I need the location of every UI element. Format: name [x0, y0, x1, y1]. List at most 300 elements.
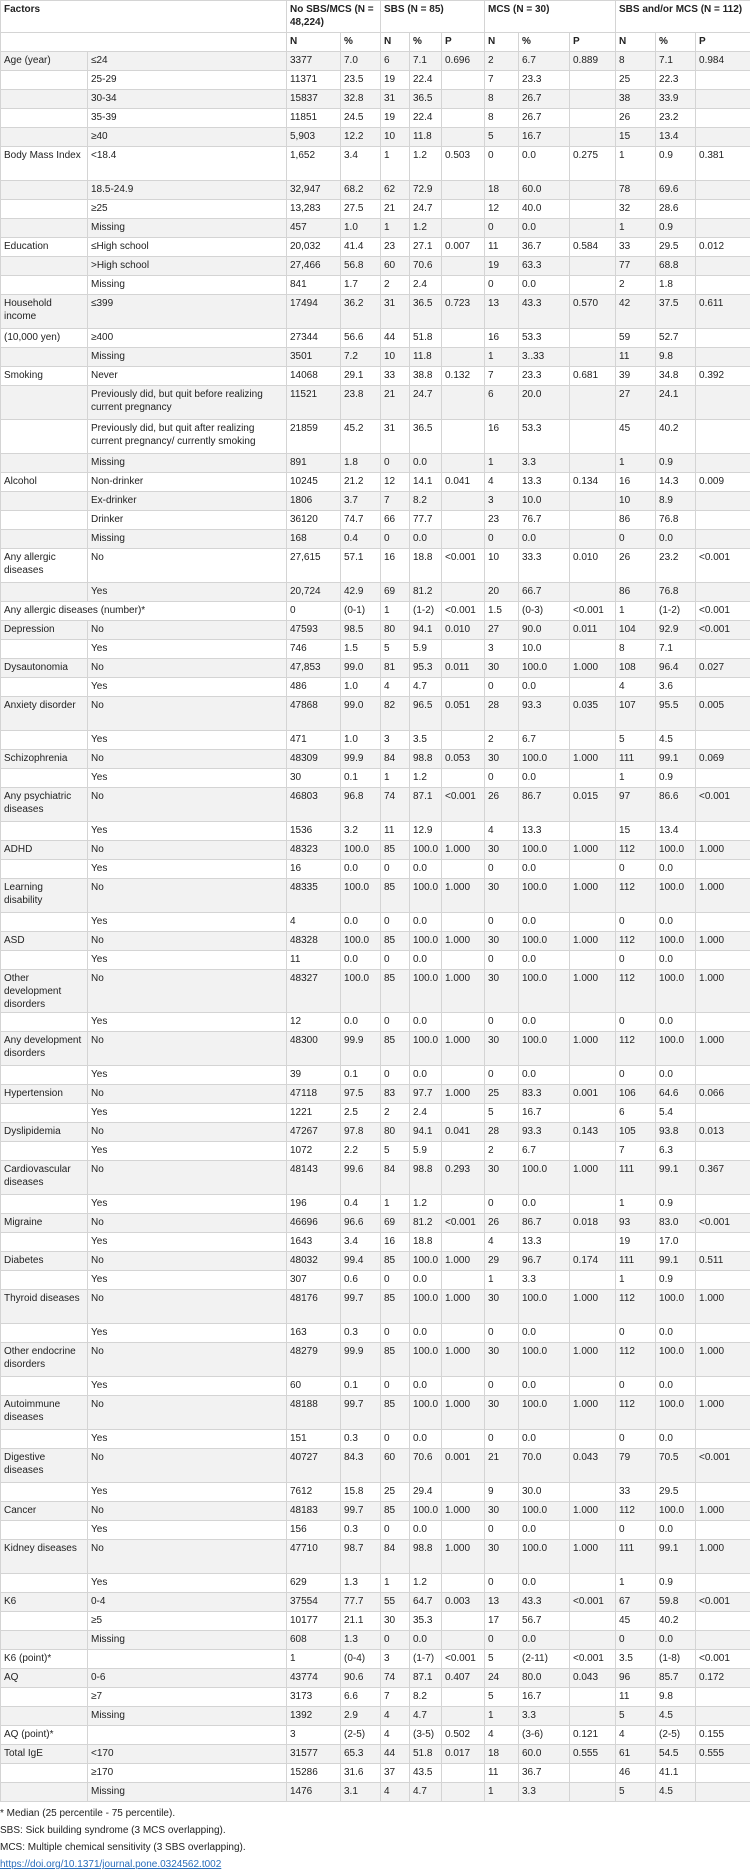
value-cell: 100.0 [519, 750, 570, 769]
value-cell: 1.000 [570, 1540, 616, 1574]
value-cell: 5,903 [287, 128, 341, 147]
value-cell: 72.9 [410, 181, 442, 200]
value-cell: 30 [485, 659, 519, 678]
value-cell [570, 1688, 616, 1707]
value-cell: 64.7 [410, 1593, 442, 1612]
value-cell: <0.001 [696, 1650, 750, 1669]
category-cell: Missing [88, 1707, 287, 1726]
value-cell: (0-1) [341, 602, 381, 621]
value-cell: 0.0 [656, 1324, 696, 1343]
value-cell: 0 [616, 1066, 656, 1085]
factor-cell: ASD [1, 932, 88, 951]
value-cell: 0.0 [656, 913, 696, 932]
value-cell: 112 [616, 932, 656, 951]
value-cell [442, 257, 485, 276]
value-cell [696, 678, 750, 697]
value-cell: 15 [616, 822, 656, 841]
value-cell: 31 [381, 420, 410, 454]
value-cell: 48335 [287, 879, 341, 913]
value-cell: 94.1 [410, 1123, 442, 1142]
value-cell: 8 [616, 640, 656, 659]
value-cell: 0.0 [410, 913, 442, 932]
category-cell: No [88, 697, 287, 731]
value-cell: 0.0 [519, 276, 570, 295]
value-cell: 3.3 [519, 1707, 570, 1726]
value-cell: 0 [381, 1013, 410, 1032]
value-cell: 5 [485, 128, 519, 147]
value-cell: 3377 [287, 52, 341, 71]
value-cell: 13 [485, 295, 519, 329]
table-row [1, 276, 750, 295]
value-cell [570, 1271, 616, 1290]
value-cell: 1.000 [570, 841, 616, 860]
subheader-cell: P [696, 33, 750, 52]
value-cell: 0.0 [519, 1013, 570, 1032]
value-cell: 0.0 [410, 1377, 442, 1396]
value-cell: 30 [485, 879, 519, 913]
value-cell: 18 [485, 1745, 519, 1764]
value-cell [696, 1195, 750, 1214]
value-cell [696, 1066, 750, 1085]
table-row [1, 1707, 750, 1726]
subheader-cell: P [442, 33, 485, 52]
footnote-sbs: SBS: Sick building syndrome (3 MCS overlapping). [0, 1822, 750, 1839]
value-cell: 0.696 [442, 52, 485, 71]
category-cell: Yes [88, 1377, 287, 1396]
value-cell: 0 [381, 1066, 410, 1085]
value-cell: 90.0 [519, 621, 570, 640]
value-cell [696, 492, 750, 511]
factor-cell [1, 1612, 88, 1631]
factor-cell [1, 181, 88, 200]
value-cell: 98.5 [341, 621, 381, 640]
category-cell: >High school [88, 257, 287, 276]
value-cell: 97.8 [341, 1123, 381, 1142]
factor-cell: Migraine [1, 1214, 88, 1233]
value-cell: 99.0 [341, 697, 381, 731]
value-cell: 0.007 [442, 238, 485, 257]
value-cell [696, 329, 750, 348]
value-cell: 79 [616, 1449, 656, 1483]
value-cell: 0.4 [341, 1195, 381, 1214]
value-cell: 112 [616, 1032, 656, 1066]
factor-cell [1, 1195, 88, 1214]
value-cell: (1-7) [410, 1650, 442, 1669]
value-cell [442, 1707, 485, 1726]
value-cell [442, 386, 485, 420]
value-cell: 7 [381, 1688, 410, 1707]
value-cell: 11.8 [410, 348, 442, 367]
value-cell [696, 511, 750, 530]
table-row [1, 731, 750, 750]
factor-cell: Other endocrine disorders [1, 1343, 88, 1377]
value-cell [442, 1377, 485, 1396]
value-cell: 76.8 [656, 511, 696, 530]
value-cell: 98.7 [341, 1540, 381, 1574]
value-cell: 1 [616, 602, 656, 621]
value-cell [570, 1707, 616, 1726]
value-cell [570, 386, 616, 420]
factor-cell: Smoking [1, 367, 88, 386]
table-row [1, 200, 750, 219]
value-cell [570, 420, 616, 454]
value-cell: 69.6 [656, 181, 696, 200]
factor-cell [1, 492, 88, 511]
value-cell: 24.5 [341, 109, 381, 128]
factor-cell [1, 71, 88, 90]
category-cell: Missing [88, 1631, 287, 1650]
category-cell: No [88, 1396, 287, 1430]
value-cell: 27.1 [410, 238, 442, 257]
value-cell: 96 [616, 1669, 656, 1688]
value-cell: 55 [381, 1593, 410, 1612]
value-cell: 2 [616, 276, 656, 295]
value-cell [696, 109, 750, 128]
table-row [1, 841, 750, 860]
value-cell: 1 [485, 1271, 519, 1290]
factor-cell [1, 1764, 88, 1783]
value-cell [570, 678, 616, 697]
table-row [1, 109, 750, 128]
factor-cell [1, 1521, 88, 1540]
value-cell: 0.134 [570, 473, 616, 492]
value-cell: 1 [616, 219, 656, 238]
table-row [1, 1324, 750, 1343]
table-row [1, 1396, 750, 1430]
value-cell [570, 109, 616, 128]
value-cell: 67 [616, 1593, 656, 1612]
table-row [1, 913, 750, 932]
value-cell: 1.000 [442, 879, 485, 913]
value-cell: 6 [616, 1104, 656, 1123]
value-cell: 84.3 [341, 1449, 381, 1483]
value-cell: 11521 [287, 386, 341, 420]
value-cell: 3 [485, 492, 519, 511]
value-cell: 27,615 [287, 549, 341, 583]
value-cell: 0.0 [519, 678, 570, 697]
value-cell: 27 [616, 386, 656, 420]
value-cell: 99.9 [341, 1343, 381, 1377]
value-cell: 29.5 [656, 238, 696, 257]
value-cell: 2.5 [341, 1104, 381, 1123]
value-cell: 4.7 [410, 1783, 442, 1802]
category-cell: Yes [88, 913, 287, 932]
value-cell: 1.000 [570, 1032, 616, 1066]
category-cell: Yes [88, 583, 287, 602]
value-cell: 5 [616, 1707, 656, 1726]
factor-cell: Kidney diseases [1, 1540, 88, 1574]
table-row [1, 1726, 750, 1745]
value-cell [570, 769, 616, 788]
value-cell: 7612 [287, 1483, 341, 1502]
value-cell: 70.5 [656, 1449, 696, 1483]
value-cell: 66.7 [519, 583, 570, 602]
category-cell: <170 [88, 1745, 287, 1764]
category-cell: Previously did, but quit after realizing current pregnancy/ currently smoking [88, 420, 287, 454]
value-cell: 47593 [287, 621, 341, 640]
value-cell: 60 [287, 1377, 341, 1396]
value-cell: 0.015 [570, 788, 616, 822]
value-cell: 0.0 [519, 1430, 570, 1449]
category-cell: No [88, 1290, 287, 1324]
value-cell: 96.4 [656, 659, 696, 678]
value-cell: 0.511 [696, 1252, 750, 1271]
value-cell: 82 [381, 697, 410, 731]
value-cell [442, 1271, 485, 1290]
value-cell [570, 1377, 616, 1396]
category-cell: No [88, 1085, 287, 1104]
value-cell: 85 [381, 879, 410, 913]
category-cell: No [88, 788, 287, 822]
value-cell: 51.8 [410, 1745, 442, 1764]
value-cell [442, 348, 485, 367]
value-cell: 0.0 [519, 1195, 570, 1214]
factor-cell: Total IgE [1, 1745, 88, 1764]
value-cell [570, 1521, 616, 1540]
value-cell: 0.502 [442, 1726, 485, 1745]
value-cell: 41.1 [656, 1764, 696, 1783]
category-cell: No [88, 1502, 287, 1521]
value-cell: 18.8 [410, 549, 442, 583]
value-cell: 3.4 [341, 1233, 381, 1252]
factor-cell [1, 678, 88, 697]
value-cell: 8.9 [656, 492, 696, 511]
value-cell: 0.035 [570, 697, 616, 731]
value-cell: 0 [485, 769, 519, 788]
value-cell: 0 [616, 860, 656, 879]
value-cell: 0.0 [656, 1521, 696, 1540]
value-cell: 59 [616, 329, 656, 348]
value-cell: 100.0 [656, 970, 696, 1013]
value-cell: 100.0 [410, 1396, 442, 1430]
value-cell: 0 [287, 602, 341, 621]
value-cell: 43.5 [410, 1764, 442, 1783]
doi-link[interactable]: https://doi.org/10.1371/journal.pone.0324562.t002 [0, 1859, 221, 1870]
value-cell: 10177 [287, 1612, 341, 1631]
value-cell: 30 [485, 1343, 519, 1377]
header-group-no-sbs-mcs: No SBS/MCS (N = 48,224) [287, 1, 381, 33]
value-cell: 1536 [287, 822, 341, 841]
value-cell: 85 [381, 970, 410, 1013]
value-cell: 1.0 [341, 731, 381, 750]
value-cell: 3173 [287, 1688, 341, 1707]
value-cell: 16 [381, 1233, 410, 1252]
footnote-mcs: MCS: Multiple chemical sensitivity (3 SBS overlapping). [0, 1839, 750, 1856]
value-cell: 0.0 [656, 1377, 696, 1396]
value-cell: 5 [485, 1688, 519, 1707]
value-cell: 0.053 [442, 750, 485, 769]
value-cell: 112 [616, 1343, 656, 1377]
value-cell: <0.001 [696, 788, 750, 822]
value-cell: 87.1 [410, 1669, 442, 1688]
value-cell: 0.0 [656, 860, 696, 879]
table-row [1, 473, 750, 492]
value-cell: 40.2 [656, 1612, 696, 1631]
value-cell: 99.9 [341, 1032, 381, 1066]
value-cell: 0 [381, 951, 410, 970]
value-cell [696, 951, 750, 970]
value-cell: 78 [616, 181, 656, 200]
value-cell [442, 1612, 485, 1631]
value-cell [442, 219, 485, 238]
value-cell: 8.2 [410, 1688, 442, 1707]
value-cell: 4 [381, 678, 410, 697]
value-cell: 47710 [287, 1540, 341, 1574]
value-cell: 0.984 [696, 52, 750, 71]
value-cell: 0.009 [696, 473, 750, 492]
value-cell: 84 [381, 1161, 410, 1195]
value-cell: 3.2 [341, 822, 381, 841]
factor-cell [1, 1688, 88, 1707]
value-cell: 22.4 [410, 109, 442, 128]
value-cell: 1.000 [442, 1540, 485, 1574]
value-cell [442, 1324, 485, 1343]
category-cell: Missing [88, 348, 287, 367]
value-cell: <0.001 [696, 1593, 750, 1612]
value-cell: 30 [485, 750, 519, 769]
value-cell: 23.2 [656, 549, 696, 583]
value-cell: 100.0 [519, 879, 570, 913]
value-cell: 43.3 [519, 1593, 570, 1612]
value-cell: 1.000 [570, 1396, 616, 1430]
value-cell [570, 913, 616, 932]
value-cell: 23 [381, 238, 410, 257]
value-cell: 1.000 [570, 750, 616, 769]
value-cell: 14.1 [410, 473, 442, 492]
value-cell: 48143 [287, 1161, 341, 1195]
table-row [1, 295, 750, 329]
value-cell: 97.5 [341, 1085, 381, 1104]
value-cell: 0.0 [656, 1066, 696, 1085]
value-cell: 1.000 [442, 932, 485, 951]
value-cell: 0.0 [410, 1430, 442, 1449]
value-cell: 80.0 [519, 1669, 570, 1688]
table-row [1, 1430, 750, 1449]
value-cell: 0.0 [519, 1574, 570, 1593]
value-cell: 3.1 [341, 1783, 381, 1802]
value-cell: 112 [616, 1502, 656, 1521]
value-cell: 0 [616, 951, 656, 970]
value-cell: 36.5 [410, 90, 442, 109]
value-cell: 30.0 [519, 1483, 570, 1502]
value-cell: 100.0 [410, 970, 442, 1013]
value-cell: 7.1 [656, 52, 696, 71]
value-cell: 14068 [287, 367, 341, 386]
value-cell: 1.2 [410, 1195, 442, 1214]
value-cell: 3.7 [341, 492, 381, 511]
table-row [1, 1343, 750, 1377]
value-cell: 43.3 [519, 295, 570, 329]
table-row [1, 1540, 750, 1574]
value-cell: 31.6 [341, 1764, 381, 1783]
value-cell: 0.3 [341, 1521, 381, 1540]
value-cell: 0.889 [570, 52, 616, 71]
value-cell [570, 1104, 616, 1123]
table-row [1, 602, 750, 621]
value-cell: 0.041 [442, 1123, 485, 1142]
value-cell: 1.0 [341, 678, 381, 697]
value-cell: 12.2 [341, 128, 381, 147]
table-row [1, 1521, 750, 1540]
value-cell: 108 [616, 659, 656, 678]
value-cell [570, 276, 616, 295]
value-cell: 0.011 [442, 659, 485, 678]
value-cell: 0.174 [570, 1252, 616, 1271]
value-cell: 26 [485, 1214, 519, 1233]
factor-cell: K6 (point)* [1, 1650, 88, 1669]
value-cell: 62 [381, 181, 410, 200]
value-cell: 112 [616, 1290, 656, 1324]
value-cell: 100.0 [410, 1252, 442, 1271]
value-cell: 1 [287, 1650, 341, 1669]
factor-cell: Education [1, 238, 88, 257]
value-cell: 15837 [287, 90, 341, 109]
value-cell: 0.0 [519, 1324, 570, 1343]
value-cell: <0.001 [570, 1650, 616, 1669]
value-cell: 6.7 [519, 52, 570, 71]
category-cell: Yes [88, 1430, 287, 1449]
category-cell: ≥25 [88, 200, 287, 219]
value-cell: 22.4 [410, 71, 442, 90]
value-cell: 5.9 [410, 640, 442, 659]
value-cell: 2 [485, 52, 519, 71]
value-cell [696, 1783, 750, 1802]
factor-cell: Learning disability [1, 879, 88, 913]
value-cell: 2.4 [410, 276, 442, 295]
factor-cell: Cancer [1, 1502, 88, 1521]
value-cell: <0.001 [696, 549, 750, 583]
value-cell [570, 257, 616, 276]
value-cell: 0 [381, 1324, 410, 1343]
table-row [1, 659, 750, 678]
value-cell: 11 [616, 1688, 656, 1707]
value-cell: 100.0 [410, 879, 442, 913]
value-cell: 80 [381, 621, 410, 640]
value-cell: 1 [381, 1574, 410, 1593]
value-cell: 36.7 [519, 238, 570, 257]
value-cell: <0.001 [696, 1214, 750, 1233]
value-cell: 8 [616, 52, 656, 71]
value-cell: 99.9 [341, 750, 381, 769]
value-cell: 1.3 [341, 1574, 381, 1593]
value-cell: 45.2 [341, 420, 381, 454]
value-cell: 77.7 [341, 1593, 381, 1612]
category-cell: No [88, 1123, 287, 1142]
value-cell: 29.1 [341, 367, 381, 386]
value-cell: 5 [485, 1650, 519, 1669]
value-cell: 1 [381, 769, 410, 788]
value-cell: 0.0 [410, 951, 442, 970]
category-cell: Yes [88, 640, 287, 659]
value-cell: 4 [381, 1726, 410, 1745]
value-cell: 85 [381, 1343, 410, 1377]
value-cell: 486 [287, 678, 341, 697]
value-cell: 85 [381, 1032, 410, 1066]
value-cell: 80 [381, 1123, 410, 1142]
value-cell: 100.0 [519, 841, 570, 860]
value-cell: 0.041 [442, 473, 485, 492]
value-cell: 12 [485, 200, 519, 219]
value-cell: 25 [616, 71, 656, 90]
value-cell: 33 [616, 1483, 656, 1502]
value-cell: 30 [485, 1161, 519, 1195]
value-cell: 0.9 [656, 219, 696, 238]
value-cell: 100.0 [656, 1032, 696, 1066]
value-cell: 0.0 [410, 860, 442, 879]
value-cell: 21 [381, 200, 410, 219]
value-cell: 15286 [287, 1764, 341, 1783]
value-cell: 30 [485, 1540, 519, 1574]
